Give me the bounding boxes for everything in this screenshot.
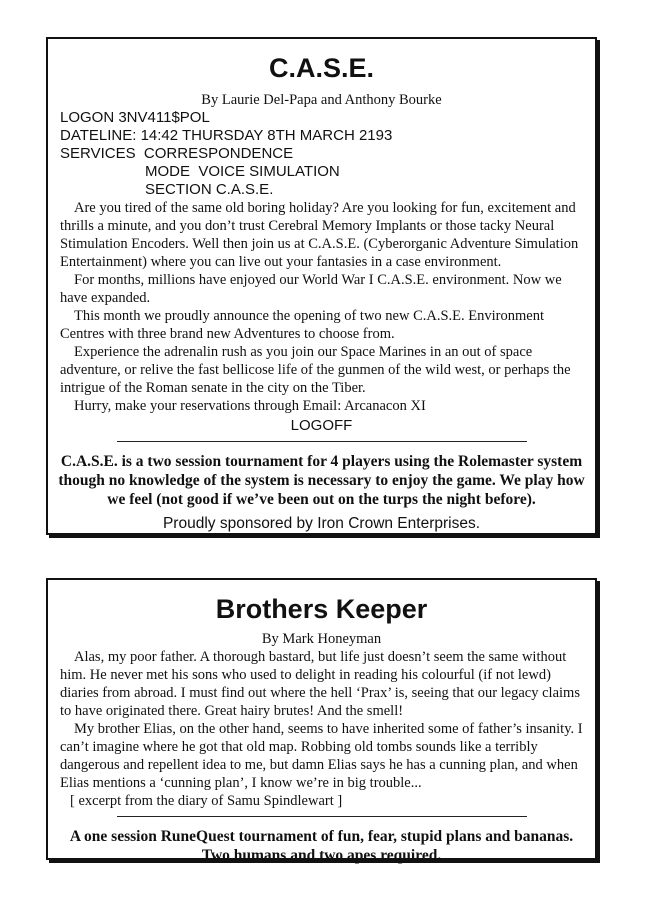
case-title: C.A.S.E. <box>268 53 375 83</box>
case-paragraph: This month we proudly announce the opening of two new C.A.S.E. Environment Centres with three brand new Adventures to choose from. <box>60 308 544 342</box>
case-byline: By Laurie Del-Papa and Anthony Bourke <box>201 92 442 108</box>
brothers-keeper-box <box>46 578 597 864</box>
brothers-title: Brothers Keeper <box>215 594 428 624</box>
brothers-paragraph: My brother Elias, on the other hand, seems to have inherited some of father’s insanity. I can’t imagine where he got that old map. Robbing old tombs sounds like a terribly dangerous and repellent idea to me, but damn Elias says he has a cunning plan, and when Elias mentions a ‘cunning plan’, I know we’re in big trouble... <box>60 721 583 791</box>
case-paragraph: Experience the adrenalin rush as you join our Space Marines in an out of space adventure, or relive the fast bellicose life of the gunmen of the wild west, or perhaps the intrigue of the Roman senate in the city on the Tiber. <box>60 344 571 396</box>
case-log-header <box>48 109 595 199</box>
case-tournament-note: C.A.S.E. is a two session tournament for 4 players using the Rolemaster system though no knowledge of the system is necessary to enjoy the game. We play how we feel (not good if we’ve been out on the turps the night before). <box>58 453 585 508</box>
brothers-excerpt: [ excerpt from the diary of Samu Spindlewart ] <box>70 793 343 809</box>
brothers-body <box>48 648 595 792</box>
case-event-box <box>46 37 597 535</box>
case-paragraph: Are you tired of the same old boring holiday? Are you looking for fun, excitement and thrills a minute, and you don’t trust Cerebral Memory Implants or those tacky Neural Stimulation Encoders. Well then join us at C.A.S.E. (Cyberorganic Adventure Simulation Entertainment) where you can live out your fantasies in a case environment. <box>60 200 579 270</box>
dateline-line: DATELINE: 14:42 THURSDAY 8TH MARCH 2193 <box>60 127 393 144</box>
brothers-byline: By Mark Honeyman <box>261 631 382 647</box>
services-line: SERVICES CORRESPONDENCE <box>60 145 294 162</box>
brothers-tournament-note: A one session RuneQuest tournament of fun, fear, stupid plans and bananas. Two humans and two apes required. <box>69 828 574 864</box>
case-sponsor: Proudly sponsored by Iron Crown Enterprises. <box>162 515 481 532</box>
brothers-paragraph: Alas, my poor father. A thorough bastard, but life just doesn’t seem the same without him. He never met his sons who used to delight in reading his colourful (if not lewd) diaries from abroad. I must find out where the hell ‘Prax’ is, seeing that our legacy claims to have originated there. Great hairy brutes! And the smell! <box>60 649 580 719</box>
case-paragraph: Hurry, make your reservations through Email: Arcanacon XI <box>74 398 426 414</box>
logoff-line: LOGOFF <box>290 417 353 434</box>
mode-line: MODE VOICE SIMULATION <box>145 163 340 180</box>
case-body <box>48 199 595 415</box>
section-line: SECTION C.A.S.E. <box>145 181 274 198</box>
logon-line: LOGON 3NV411$POL <box>60 109 210 126</box>
case-paragraph: For months, millions have enjoyed our World War I C.A.S.E. environment. Now we have expanded. <box>60 272 562 306</box>
